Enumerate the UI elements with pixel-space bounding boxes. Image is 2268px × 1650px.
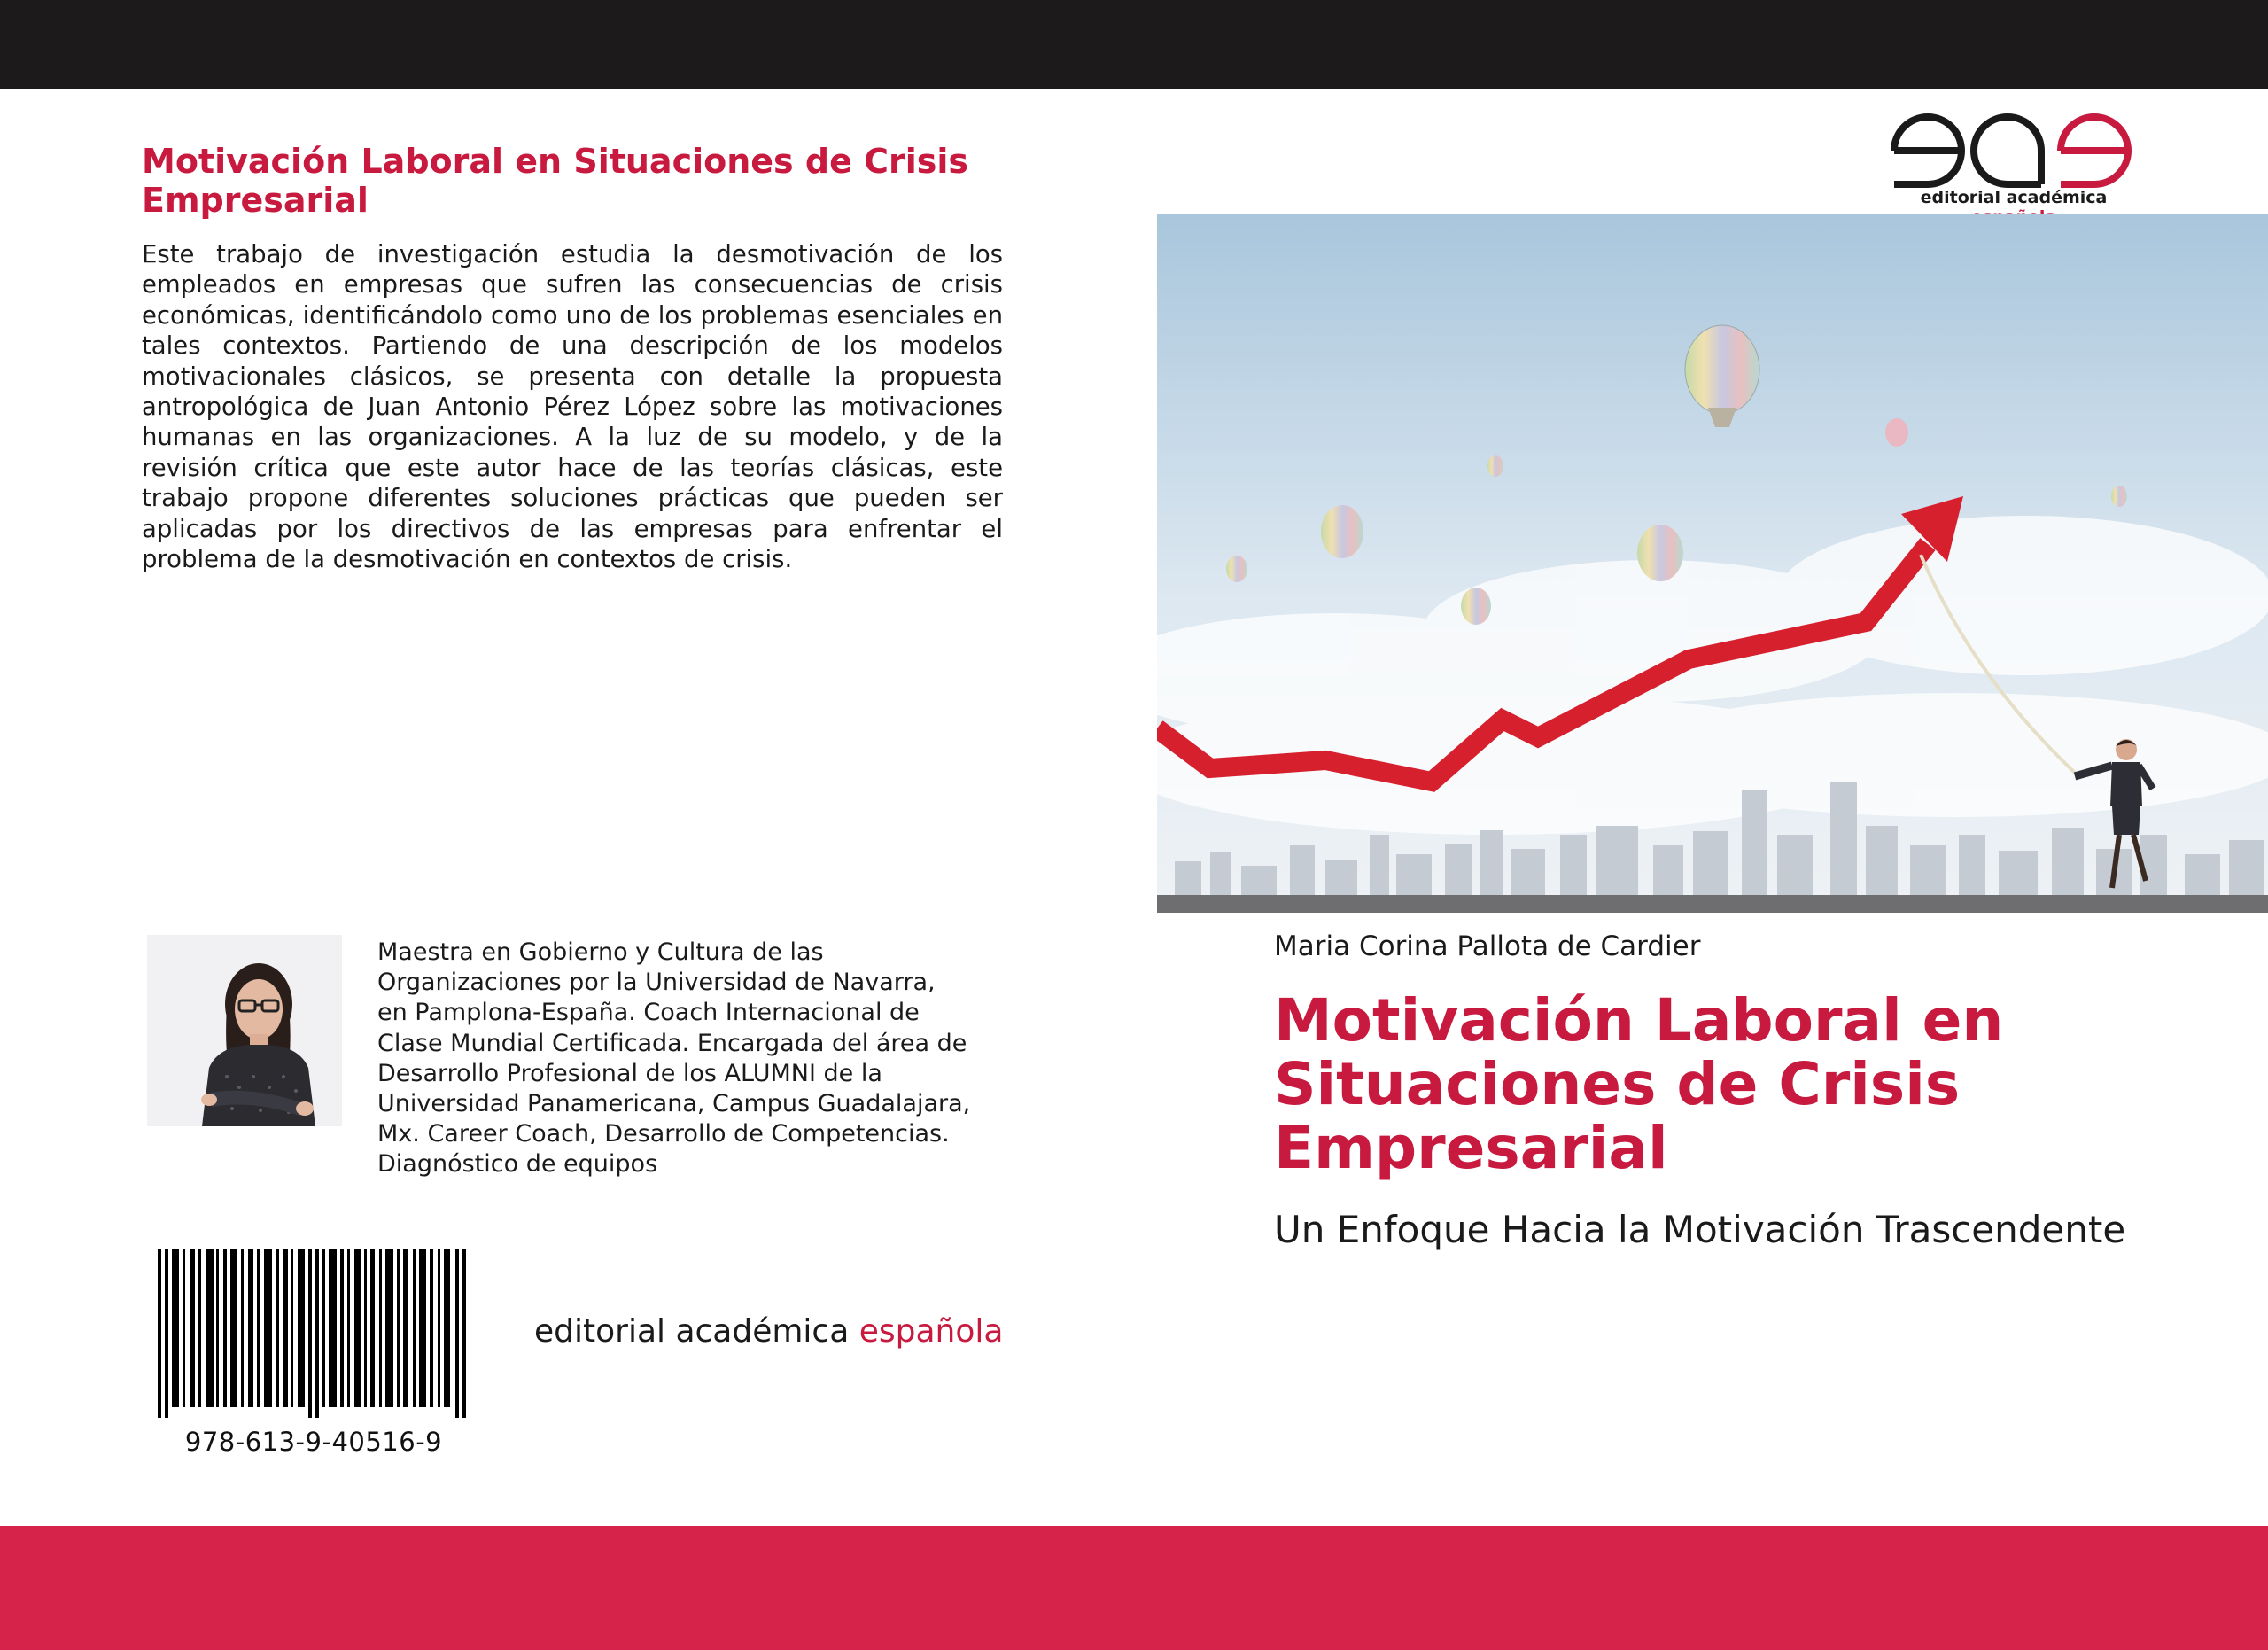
back-cover-title: Motivación Laboral en Situaciones de Crisis Empresarial: [142, 142, 969, 220]
front-title: Motivación Laboral en Situaciones de Crisis Empresarial: [1274, 986, 2004, 1182]
isbn-number: 978-613-9-40516-9: [184, 1427, 443, 1457]
top-band: [0, 0, 2268, 89]
author-bio: Maestra en Gobierno y Cultura de las Organizaciones por la Universidad de Navarra, en Pamplona-España. Coach Internacional de Clase Mundial Certificada. Encargada del área de Desarrollo Profesional de los ALUMNI de la Universidad Panamericana, Campus Guadalajara, Mx. Career Coach, Desarrollo de Competencias. Diagnóstico de equipos: [377, 938, 971, 1179]
cover-photo-balloons-arrow: [1157, 214, 2268, 913]
publisher-name-accent: española: [858, 1313, 1004, 1350]
publisher-name: [534, 1313, 1030, 1350]
bottom-band: [0, 1526, 2268, 1650]
publisher-name-main: editorial académica: [534, 1313, 859, 1350]
front-author: Maria Corina Pallota de Cardier: [1274, 930, 1701, 962]
isbn-barcode: [158, 1249, 470, 1418]
logo-caption-main: editorial académica: [1920, 188, 2108, 207]
front-subtitle: Un Enfoque Hacia la Motivación Trascendente: [1274, 1208, 2126, 1251]
back-cover-summary: Este trabajo de investigación estudia la desmotivación de los empleados en empresas que sufren las consecuencias de crisis económicas, identificándolo como uno de los problemas esenciales en tales contextos. Partiendo de una descripción de los modelos motivacionales clásicos, se presenta con detalle la propuesta antropológica de Juan Antonio Pérez López sobre las motivaciones humanas en las organizaciones. A la luz de su modelo, y de la revisión crítica que este autor hace de las teorías clásicas, este trabajo propone diferentes soluciones prácticas que pueden ser aplicadas por los directivos de las empresas para enfrentar el problema de la desmotivación en contextos de crisis.: [142, 240, 1003, 574]
author-photo: [147, 935, 342, 1126]
